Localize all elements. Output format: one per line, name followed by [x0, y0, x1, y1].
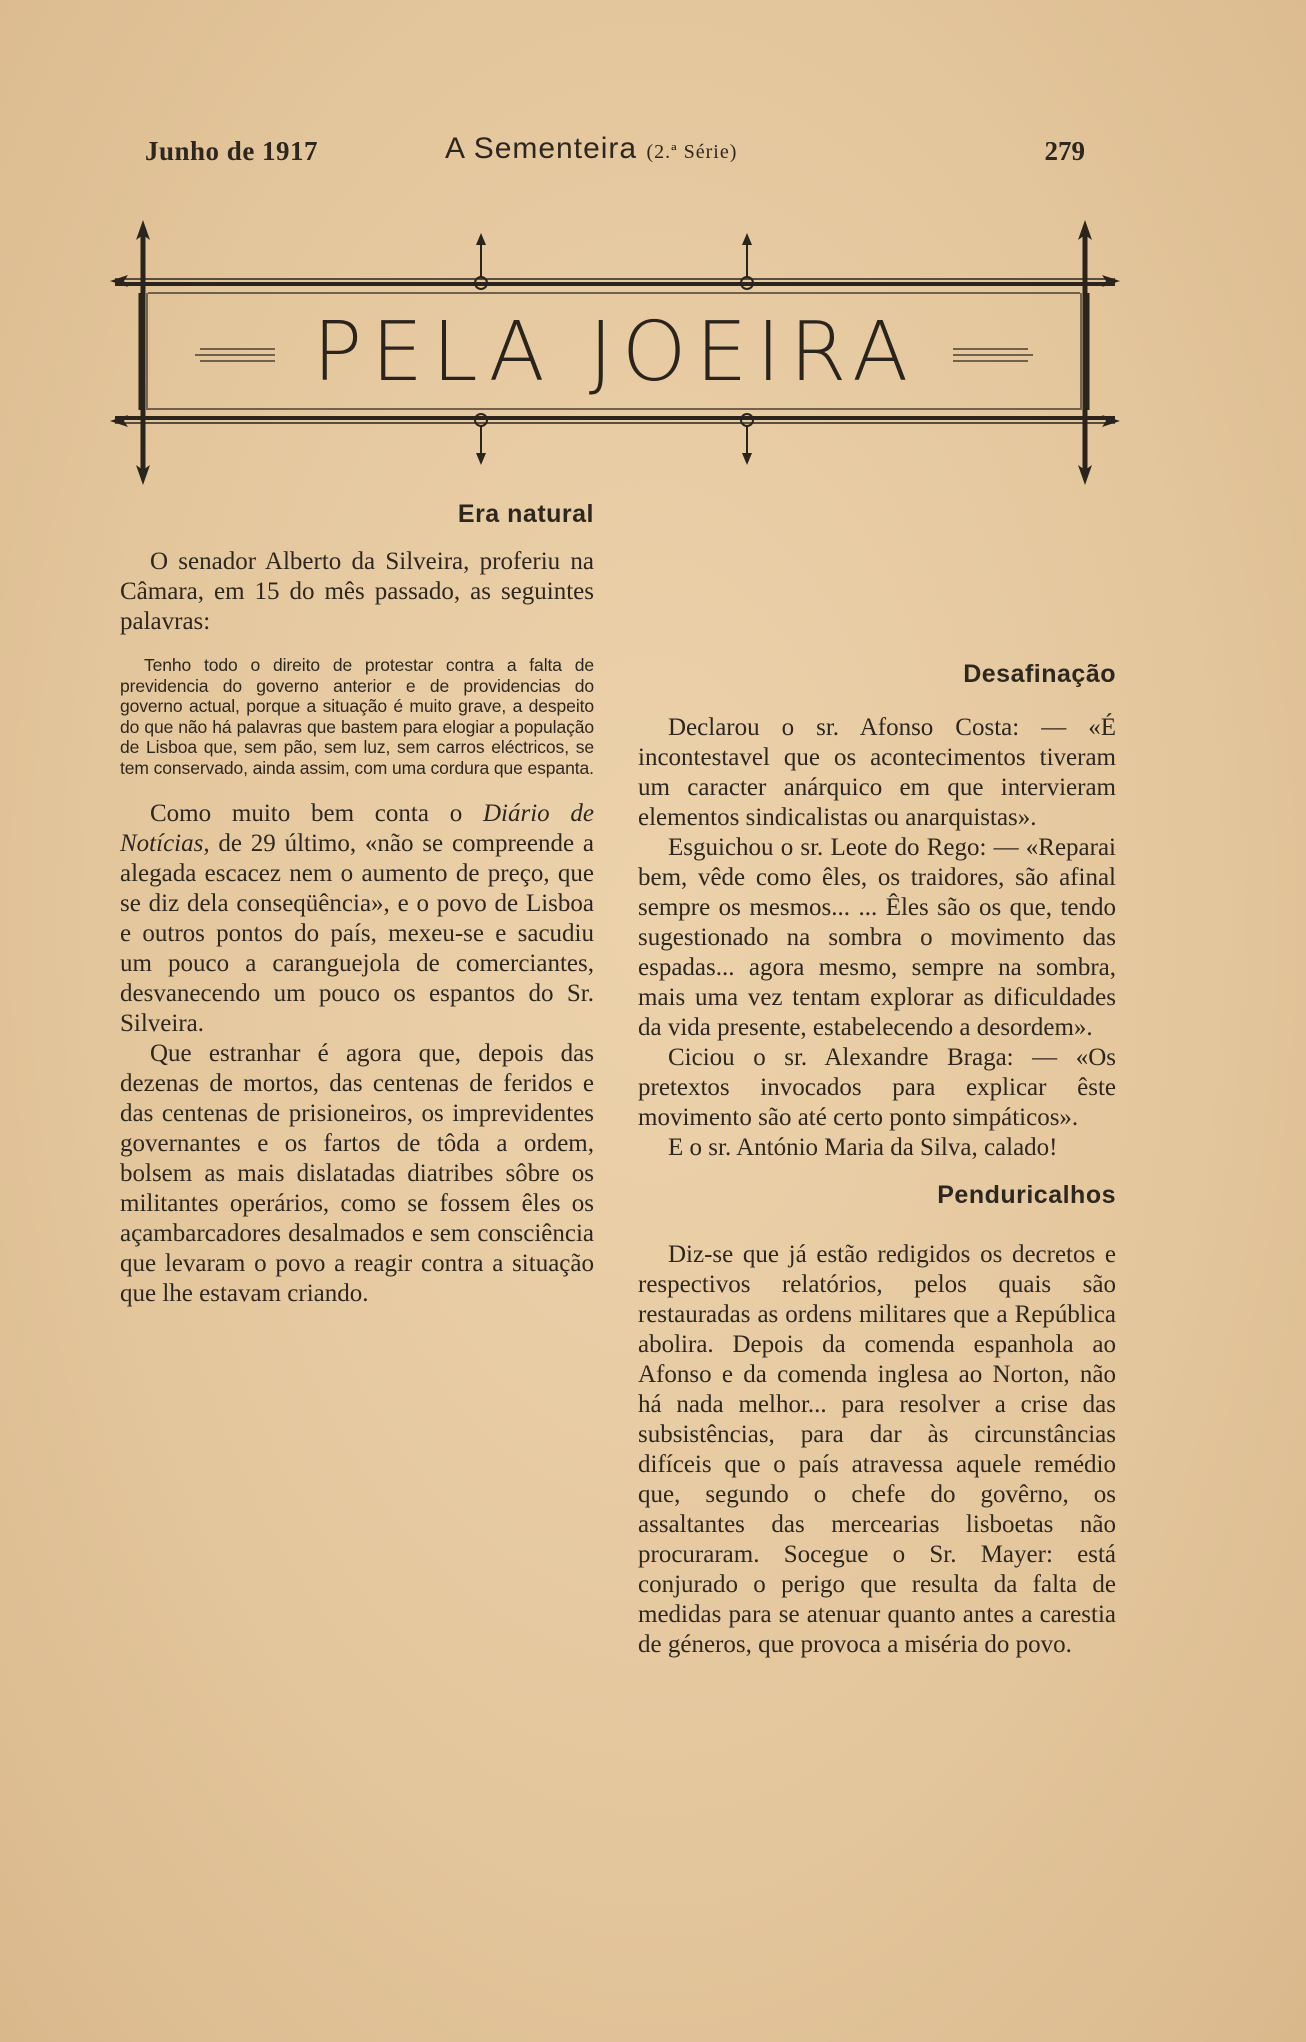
right-column [638, 660, 1116, 1660]
paragraph: O senador Alberto da Silveira, proferiu na Câmara, em 15 do mês passado, as seguintes palavras: [120, 548, 594, 635]
running-head [145, 132, 1085, 172]
quoted-speech: Tenho todo o direito de protestar contra a falta de previdencia do governo anterior e de providencias do governo actual, porque a situação é muito grave, a despeito do que não há palavras que bastem para elogiar a população de Lisboa que, sem pão, sem luz, sem carros eléctricos, se tem conservado, ainda assim, com uma cordura que espanta. [120, 655, 594, 778]
paragraph [120, 799, 594, 1039]
page-number: 279 [1044, 136, 1085, 166]
paragraph: Declarou o sr. Afonso Costa: — «É incontestavel que os acontecimentos tiveram um caracter anárquico em que intervieram elementos sindicalistas ou anarquistas». [638, 714, 1116, 831]
section-title: PELA JOEIRA [312, 305, 918, 400]
journal-name: A Sementeira [445, 132, 638, 165]
text-run: Como muito bem conta o [150, 799, 483, 827]
paragraph: Diz-se que já estão redigidos os decretos e respectivos relatórios, pelos quais são restauradas as ordens militares que a República abolira. Depois da comenda espanhola ao Afonso e da comenda inglesa ao Norton, não há nada melhor... para resolver a crise das subsistências, para dar às circunstâncias difíceis que o país atravessa aquele remédio que, segundo o chefe do govêrno, os assaltantes das mercearias lisboetas não procuraram. Socegue o Sr. Mayer: está conjurado o perigo que resulta da falta de medidas para se atenuar quanto antes a carestia de géneros, que provoca a miséria do povo. [638, 1241, 1116, 1658]
text-run: de 29 último, «não se compreende a alegada escacez nem o aumento de preço, que se diz dela conseqüência», e o povo de Lisboa e outros pontos do país, mexeu-se e sacudiu um pouco a caranguejola de comerciantes, desvanecendo um pouco os espantos do Sr. Silveira. [120, 829, 594, 1037]
paragraph: Esguichou o sr. Leote do Rego: — «Reparai bem, vêde como êles, os traidores, são afinal sempre os mesmos... ... Êles são os que, tendo sugestionado na sombra o movimento das espadas... agora mesmo, sempre na sombra, mais uma vez tentam explorar as dificuldades da vida presente, estabelecendo a desordem». [638, 834, 1116, 1041]
left-column [120, 500, 594, 1309]
heading-penduricalhos: Penduricalhos [937, 1181, 1116, 1209]
heading-era-natural: Era natural [457, 500, 594, 528]
heading-desafinacao: Desafinação [963, 660, 1116, 688]
newspaper-name: Diário de Notícias, [120, 799, 595, 857]
paragraph: Que estranhar é agora que, depois das dezenas de mortos, das centenas de feridos e das centenas de prisioneiros, os imprevidentes governantes e os fartos de tôda a ordem, bolsem as mais dislatadas diatribes sôbre os militantes operários, como se fossem êles os açambarcadores desalmados e sem consciência que levaram o povo a reagir contra a situação que lhe estavam criando. [120, 1039, 594, 1307]
paragraph: E o sr. António Maria da Silva, calado! [668, 1134, 1058, 1161]
journal-title [445, 132, 737, 166]
journal-series: (2.ª Série) [646, 141, 738, 163]
section-title-frame [110, 215, 1120, 490]
issue-date: Junho de 1917 [145, 136, 319, 166]
paragraph: Ciciou o sr. Alexandre Braga: — «Os pretextos invocados para explicar êste movimento são até certo ponto simpáticos». [638, 1044, 1116, 1131]
